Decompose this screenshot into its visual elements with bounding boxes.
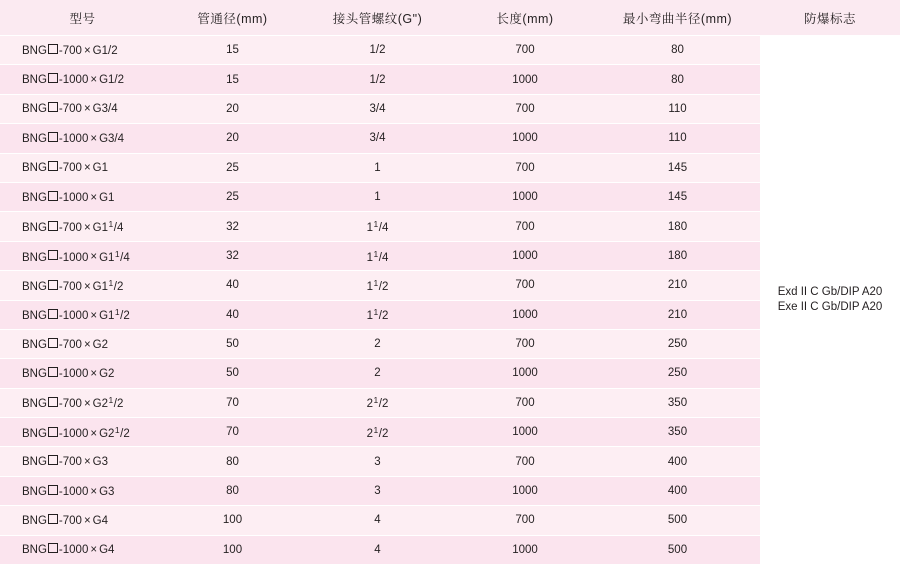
cell-model: BNG -1000 × G1 [0,182,165,211]
cell-thread: $1^1/4$ [300,241,455,270]
placeholder-box-icon [48,132,58,142]
cell-bore: 25 [165,182,300,211]
placeholder-box-icon [48,367,58,377]
placeholder-box-icon [48,191,58,201]
cell-model: BNG -700 × G3/4 [0,94,165,123]
cell-bore: 20 [165,94,300,123]
column-header-bend-radius: 最小弯曲半径(mm) [595,0,760,36]
cell-bore: 32 [165,212,300,241]
table-row [0,36,900,65]
cell-thread: 4 [300,535,455,564]
cell-thread: $1^1/2$ [300,300,455,329]
cell-bore: 25 [165,153,300,182]
cell-bend-radius: 80 [595,65,760,94]
cell-length: 1000 [455,65,595,94]
column-header-bore: 管通径(mm) [165,0,300,36]
cell-bore: 80 [165,476,300,505]
cell-bore: 50 [165,359,300,388]
cell-model: BNG -1000 × G4 [0,535,165,564]
cell-bend-radius: 80 [595,36,760,65]
cell-bend-radius: 350 [595,388,760,417]
cell-length: 700 [455,153,595,182]
placeholder-box-icon [48,73,58,83]
cell-bend-radius: 145 [595,182,760,211]
placeholder-box-icon [48,280,58,290]
cell-length: 1000 [455,359,595,388]
cell-bore: 40 [165,300,300,329]
cell-model: BNG $-700 \times G2^1/2$ [0,388,165,417]
cell-length: 1000 [455,535,595,564]
cell-length: 1000 [455,182,595,211]
cell-model: BNG -700 × G2 [0,329,165,358]
cell-thread: $1^1/2$ [300,271,455,300]
cell-model: BNG -700 × G1 [0,153,165,182]
placeholder-box-icon [48,250,58,260]
cell-bend-radius: 500 [595,506,760,535]
cell-bend-radius: 210 [595,300,760,329]
placeholder-box-icon [48,485,58,495]
ex-mark-line-1: Exd II C Gb/DIP A20 [777,286,883,299]
cell-model: BNG -700 × G4 [0,506,165,535]
placeholder-box-icon [48,102,58,112]
cell-thread: 1/2 [300,36,455,65]
column-header-thread: 接头管螺纹(G") [300,0,455,36]
cell-thread: 3 [300,447,455,476]
cell-thread: 1 [300,153,455,182]
placeholder-box-icon [48,44,58,54]
cell-model: BNG $-700 \times G1^1/2$ [0,271,165,300]
cell-model: BNG $-1000 \times G1^1/4$ [0,241,165,270]
cell-bend-radius: 400 [595,476,760,505]
cell-bend-radius: 145 [595,153,760,182]
cell-length: 700 [455,388,595,417]
cell-bore: 70 [165,388,300,417]
cell-ex-mark [760,36,900,565]
cell-model: BNG -700 × G1/2 [0,36,165,65]
cell-bore: 32 [165,241,300,270]
placeholder-box-icon [48,455,58,465]
column-header-model: 型号 [0,0,165,36]
cell-bend-radius: 110 [595,124,760,153]
cell-thread: 2 [300,359,455,388]
cell-bend-radius: 210 [595,271,760,300]
cell-bore: 40 [165,271,300,300]
column-header-ex-mark: 防爆标志 [760,0,900,36]
cell-length: 700 [455,36,595,65]
cell-thread: $1^1/4$ [300,212,455,241]
cell-bend-radius: 350 [595,418,760,447]
cell-model: BNG -1000 × G1/2 [0,65,165,94]
cell-bend-radius: 400 [595,447,760,476]
cell-bore: 15 [165,65,300,94]
ex-mark-line-2: Exe II C Gb/DIP A20 [777,301,883,314]
cell-bore: 80 [165,447,300,476]
cell-model: BNG -1000 × G2 [0,359,165,388]
cell-thread: 3 [300,476,455,505]
placeholder-box-icon [48,309,58,319]
cell-thread: 1/2 [300,65,455,94]
cell-length: 1000 [455,124,595,153]
cell-bore: 70 [165,418,300,447]
cell-model: BNG -1000 × G3 [0,476,165,505]
placeholder-box-icon [48,514,58,524]
cell-bend-radius: 250 [595,359,760,388]
cell-bend-radius: 110 [595,94,760,123]
table-body [0,36,900,565]
cell-thread: 1 [300,182,455,211]
cell-bore: 20 [165,124,300,153]
placeholder-box-icon [48,427,58,437]
cell-bend-radius: 180 [595,212,760,241]
cell-length: 700 [455,329,595,358]
cell-thread: 2 [300,329,455,358]
cell-bend-radius: 250 [595,329,760,358]
cell-thread: $2^1/2$ [300,388,455,417]
cell-model: BNG $-1000 \times G1^1/2$ [0,300,165,329]
cell-thread: $2^1/2$ [300,418,455,447]
cell-length: 700 [455,506,595,535]
cell-model: BNG $-700 \times G1^1/4$ [0,212,165,241]
cell-model: BNG $-1000 \times G2^1/2$ [0,418,165,447]
cell-bore: 100 [165,506,300,535]
cell-length: 1000 [455,241,595,270]
cell-bore: 50 [165,329,300,358]
cell-model: BNG -1000 × G3/4 [0,124,165,153]
cell-length: 1000 [455,418,595,447]
cell-length: 700 [455,212,595,241]
cell-length: 700 [455,447,595,476]
cell-length: 1000 [455,300,595,329]
cell-bore: 100 [165,535,300,564]
cell-thread: 4 [300,506,455,535]
placeholder-box-icon [48,543,58,553]
cell-bore: 15 [165,36,300,65]
placeholder-box-icon [48,221,58,231]
cell-thread: 3/4 [300,94,455,123]
cell-thread: 3/4 [300,124,455,153]
cell-length: 700 [455,271,595,300]
cell-length: 700 [455,94,595,123]
cell-length: 1000 [455,476,595,505]
placeholder-box-icon [48,161,58,171]
cell-bend-radius: 180 [595,241,760,270]
column-header-length: 长度(mm) [455,0,595,36]
cell-bend-radius: 500 [595,535,760,564]
cell-model: BNG -700 × G3 [0,447,165,476]
table-header [0,0,900,36]
placeholder-box-icon [48,397,58,407]
header-row [0,0,900,36]
placeholder-box-icon [48,338,58,348]
